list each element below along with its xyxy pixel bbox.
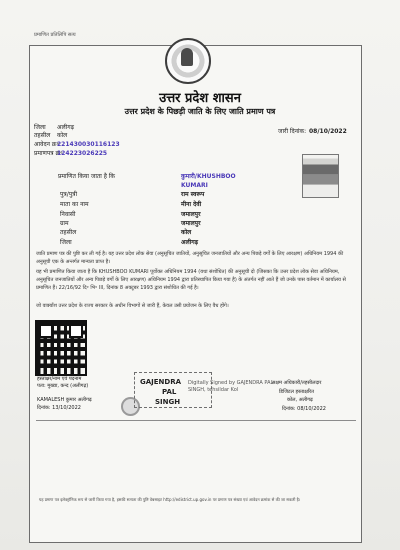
tehsil-label: तहसील bbox=[34, 132, 51, 139]
qr-code bbox=[35, 320, 87, 376]
tehsil-person-label: तहसील bbox=[60, 229, 77, 236]
certificate-number: 124223026225 bbox=[57, 150, 108, 157]
right-sign-line-1: सक्षम अधिकारी/तहसीलदार bbox=[272, 380, 322, 386]
digital-note-1: Digitally Signed by GAJENDRA PAL bbox=[188, 380, 274, 386]
footer-divider bbox=[36, 420, 356, 421]
district-label: जिला bbox=[34, 124, 46, 131]
left-sign-line-1: हस्ताक्षर/नाम एवं पदनाम bbox=[37, 376, 82, 382]
tehsil-value: कोल bbox=[57, 132, 68, 139]
left-sign-line-3: KAMALESH कुमार अलीगढ़ bbox=[37, 397, 92, 403]
right-sign-line-3: कोल, अलीगढ़ bbox=[287, 397, 313, 403]
certificate-label: प्रमाणपत्र क्र॰ bbox=[34, 150, 63, 157]
signer-name-2: PAL bbox=[162, 388, 177, 396]
certificate-paragraph-3: जो वाक्याँश उत्तर प्रदेश के राज्य सरकार के अधीन विभागों से जारी हैं, केवल उसी प्रयोजन के लिए वैध होंगे। bbox=[36, 303, 229, 309]
government-emblem-icon bbox=[165, 38, 211, 84]
signer-name-1: GAJENDRA bbox=[140, 378, 182, 386]
mother-value: मीना देवी bbox=[181, 201, 202, 208]
left-sign-line-2: पता: मुख्या, कन्द (अलीगढ़) bbox=[37, 383, 89, 389]
mother-label: माता का नाम bbox=[60, 201, 89, 208]
resident-label: निवासी bbox=[60, 211, 76, 218]
tehsil-person-value: कोल bbox=[181, 229, 192, 236]
application-label: आवेदन क्र॰ bbox=[34, 141, 60, 148]
father-value: राम स्वरूप bbox=[181, 191, 205, 198]
issue-date: 08/10/2022 bbox=[309, 128, 347, 135]
subtitle-hindi: उत्तर प्रदेश के पिछड़ी जाति के लिए जाति प्रमाण पत्र bbox=[124, 106, 276, 116]
candidate-name-line-1: कुमारी/KHUSHBOO bbox=[181, 173, 236, 180]
candidate-photo bbox=[302, 154, 339, 198]
left-sign-line-4: दिनांक: 13/10/2022 bbox=[37, 405, 81, 411]
village-label: ग्राम bbox=[60, 220, 69, 227]
signer-name-3: SINGH bbox=[155, 398, 181, 406]
footer-note: यह प्रमाण पत्र इलेक्ट्रॉनिक रूप से जारी किया गया है, इसकी सत्यता की पुष्टि वेबसाइट http://edistrict.up.gov.in पर प्रमाण पत्र संख्या एवं आवेदन क्रमांक से की जा सकती है। bbox=[39, 497, 301, 502]
digital-note-2: SINGH, tehsildar Kol bbox=[188, 387, 239, 393]
issue-date-label: जारी दिनांक: bbox=[278, 128, 307, 135]
application-number: 221430030116123 bbox=[57, 141, 120, 148]
certificate-frame bbox=[29, 45, 362, 543]
father-label: पुत्र/पुत्री bbox=[60, 191, 78, 198]
village-value: जमालपुर bbox=[181, 220, 201, 227]
district-person-value: अलीगढ़ bbox=[181, 239, 198, 246]
certificate-paragraph-1: जाति प्रमाण पत्र की पुष्टि कर ली गई है। यह उत्तर प्रदेश लोक सेवा (अनुसूचित जातियों, अनुसूचित जनजातियों और अन्य पिछड़े वर्गों के लिए आरक्षण) अधिनियम 1994 की अनुसूची एक के अन्तर्गत मान्यता प्राप्त है। bbox=[36, 251, 344, 265]
certificate-paragraph-2: यह भी प्रमाणित किया जाता है कि KHUSHBOO KUMARI पूर्वोक्त अधिनियम 1994 (यथा संशोधित) की अनुसूची दो (जिसका कि उत्तर प्रदेश लोक सेवा अधिनियम, अनुसूचित जनजातियों और अन्य पिछड़े वर्गों के लिए आरक्षण) अधिनियम 1994 द्वारा प्रतिस्थापित किया गया है) के अंतर्गत नहीं आते हैं जो उनके पास वर्तमान में कार्यालय से प्रमाणित हैं। 22/16/92 दि॰ भि॰ III, दिनांक 8 अक्टूबर 1993 द्वारा संशोधित की गई है। bbox=[36, 269, 346, 291]
district-value: अलीगढ़ bbox=[57, 124, 74, 131]
right-sign-line-2: डिजिटल हस्ताक्षरित bbox=[279, 389, 314, 395]
district-person-label: जिला bbox=[60, 239, 72, 246]
resident-value: जमालपुर bbox=[181, 211, 201, 218]
top-note: प्रमाणित प्रतिलिपि सत्य bbox=[34, 32, 76, 38]
certify-text: प्रमाणित किया जाता है कि bbox=[58, 173, 116, 180]
right-sign-line-4: दिनांक: 08/10/2022 bbox=[282, 406, 326, 412]
candidate-name-line-2: KUMARI bbox=[181, 182, 208, 189]
title-hindi: उत्तर प्रदेश शासन bbox=[159, 91, 241, 106]
